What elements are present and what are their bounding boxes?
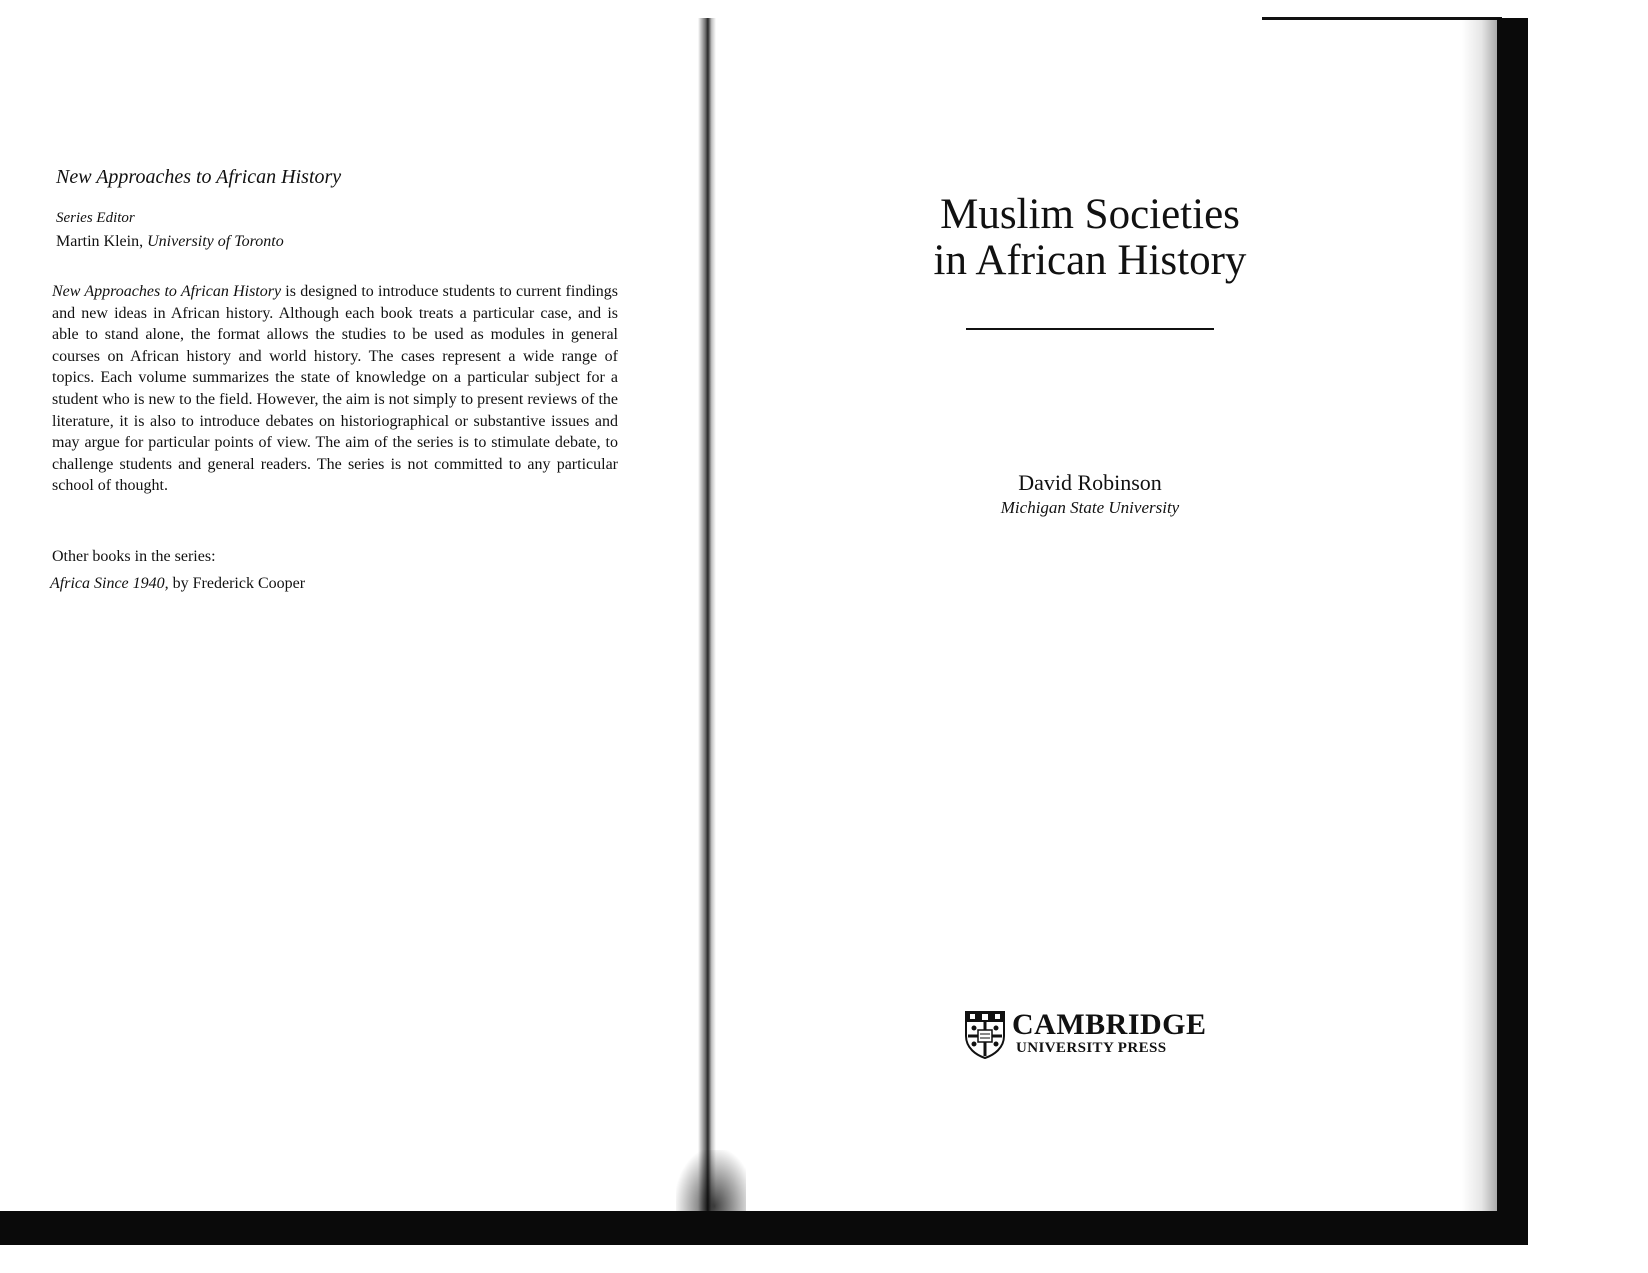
- scan-border-right: [1497, 18, 1528, 1245]
- book-title-line-1: Muslim Societies: [940, 191, 1240, 238]
- gutter-blot: [676, 1150, 746, 1216]
- list-item: [50, 575, 305, 593]
- description-text: is designed to introduce students to current findings and new ideas in African history. Although each book treats a particular case, and is able to stand alone, the format allows the studies to be used as modules in general courses on African history and world history. The cases represent a wide range of topics. Each volume summarizes the state of knowledge on a particular subject for a student who is new to the field. However, the aim is not simply to present reviews of the literature, it is also to introduce debates on historiographical or substantive issues and may argue for particular points of view. The aim of the series is to stimulate debate, to challenge students and general readers. The series is not committed to any particular school of thought.: [52, 283, 618, 495]
- book-title: [880, 192, 1300, 284]
- title-rule: [966, 328, 1214, 330]
- other-book-author: by Frederick Cooper: [168, 575, 306, 592]
- publisher-imprint: [964, 1008, 1207, 1062]
- series-title: New Approaches to African History: [56, 166, 342, 188]
- cambridge-shield-icon: [964, 1010, 1006, 1060]
- other-books-label: Other books in the series:: [52, 548, 216, 565]
- series-editor-affiliation: University of Toronto: [147, 233, 284, 250]
- book-title-line-2: in African History: [933, 237, 1247, 284]
- publisher-subtitle: UNIVERSITY PRESS: [1016, 1040, 1167, 1056]
- book-author: David Robinson: [1018, 470, 1162, 495]
- author-affiliation: Michigan State University: [1000, 498, 1180, 517]
- description-series-name: New Approaches to African History: [52, 283, 282, 300]
- series-description: [52, 281, 618, 497]
- series-editor-name: Martin Klein,: [56, 233, 144, 250]
- page-edge-shadow: [1462, 18, 1498, 1228]
- other-book-title: Africa Since 1940,: [50, 575, 169, 592]
- book-gutter-shadow: [698, 18, 716, 1214]
- publisher-name: CAMBRIDGE: [1012, 1008, 1207, 1041]
- series-editor: [56, 233, 284, 251]
- scan-border-bottom: [0, 1211, 1528, 1245]
- series-editor-label: Series Editor: [56, 210, 135, 226]
